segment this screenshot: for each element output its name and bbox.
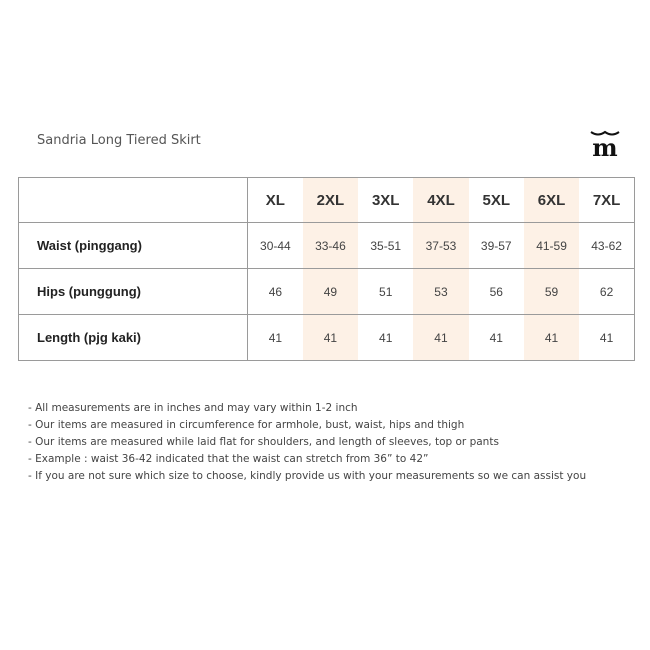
waist-2xl: 33-46 bbox=[303, 223, 358, 269]
note-line: - Our items are measured in circumference for armhole, bust, waist, hips and thigh bbox=[28, 419, 465, 431]
hips-7xl: 62 bbox=[579, 269, 634, 315]
waist-7xl: 43-62 bbox=[579, 223, 634, 269]
size-header-6xl: 6XL bbox=[524, 178, 579, 223]
size-header-5xl: 5XL bbox=[469, 178, 524, 223]
waist-6xl: 41-59 bbox=[524, 223, 579, 269]
length-5xl: 41 bbox=[469, 315, 524, 361]
brand-logo-letter: m bbox=[592, 133, 618, 160]
row-label-waist: Waist (pinggang) bbox=[19, 223, 248, 269]
hips-6xl: 59 bbox=[524, 269, 579, 315]
page-title: Sandria Long Tiered Skirt bbox=[37, 133, 201, 148]
length-4xl: 41 bbox=[413, 315, 468, 361]
length-7xl: 41 bbox=[579, 315, 634, 361]
waist-xl: 30-44 bbox=[248, 223, 303, 269]
waist-5xl: 39-57 bbox=[469, 223, 524, 269]
waist-4xl: 37-53 bbox=[413, 223, 468, 269]
size-header-4xl: 4XL bbox=[413, 178, 468, 223]
note-line: - All measurements are in inches and may vary within 1-2 inch bbox=[28, 402, 358, 414]
waist-3xl: 35-51 bbox=[358, 223, 413, 269]
measurement-notes bbox=[28, 400, 586, 485]
hips-5xl: 56 bbox=[469, 269, 524, 315]
note-line: - Example : waist 36-42 indicated that the waist can stretch from 36” to 42” bbox=[28, 453, 429, 465]
size-header-2xl: 2XL bbox=[303, 178, 358, 223]
row-label-hips: Hips (punggung) bbox=[19, 269, 248, 315]
length-3xl: 41 bbox=[358, 315, 413, 361]
size-header-3xl: 3XL bbox=[358, 178, 413, 223]
size-chart-table bbox=[18, 177, 635, 361]
size-header-7xl: 7XL bbox=[579, 178, 634, 223]
row-label-length: Length (pjg kaki) bbox=[19, 315, 248, 361]
note-line: - If you are not sure which size to choose, kindly provide us with your measurements so we can assist you bbox=[28, 470, 587, 482]
hips-3xl: 51 bbox=[358, 269, 413, 315]
length-row bbox=[19, 315, 635, 361]
hips-xl: 46 bbox=[248, 269, 303, 315]
length-6xl: 41 bbox=[524, 315, 579, 361]
note-line: - Our items are measured while laid flat for shoulders, and length of sleeves, top or pants bbox=[28, 436, 499, 448]
brand-logo bbox=[585, 128, 625, 160]
size-header-row bbox=[19, 178, 635, 223]
hips-2xl: 49 bbox=[303, 269, 358, 315]
header-corner-cell bbox=[19, 178, 248, 223]
hips-4xl: 53 bbox=[413, 269, 468, 315]
size-header-xl: XL bbox=[248, 178, 303, 223]
length-xl: 41 bbox=[248, 315, 303, 361]
length-2xl: 41 bbox=[303, 315, 358, 361]
hips-row bbox=[19, 269, 635, 315]
waist-row bbox=[19, 223, 635, 269]
